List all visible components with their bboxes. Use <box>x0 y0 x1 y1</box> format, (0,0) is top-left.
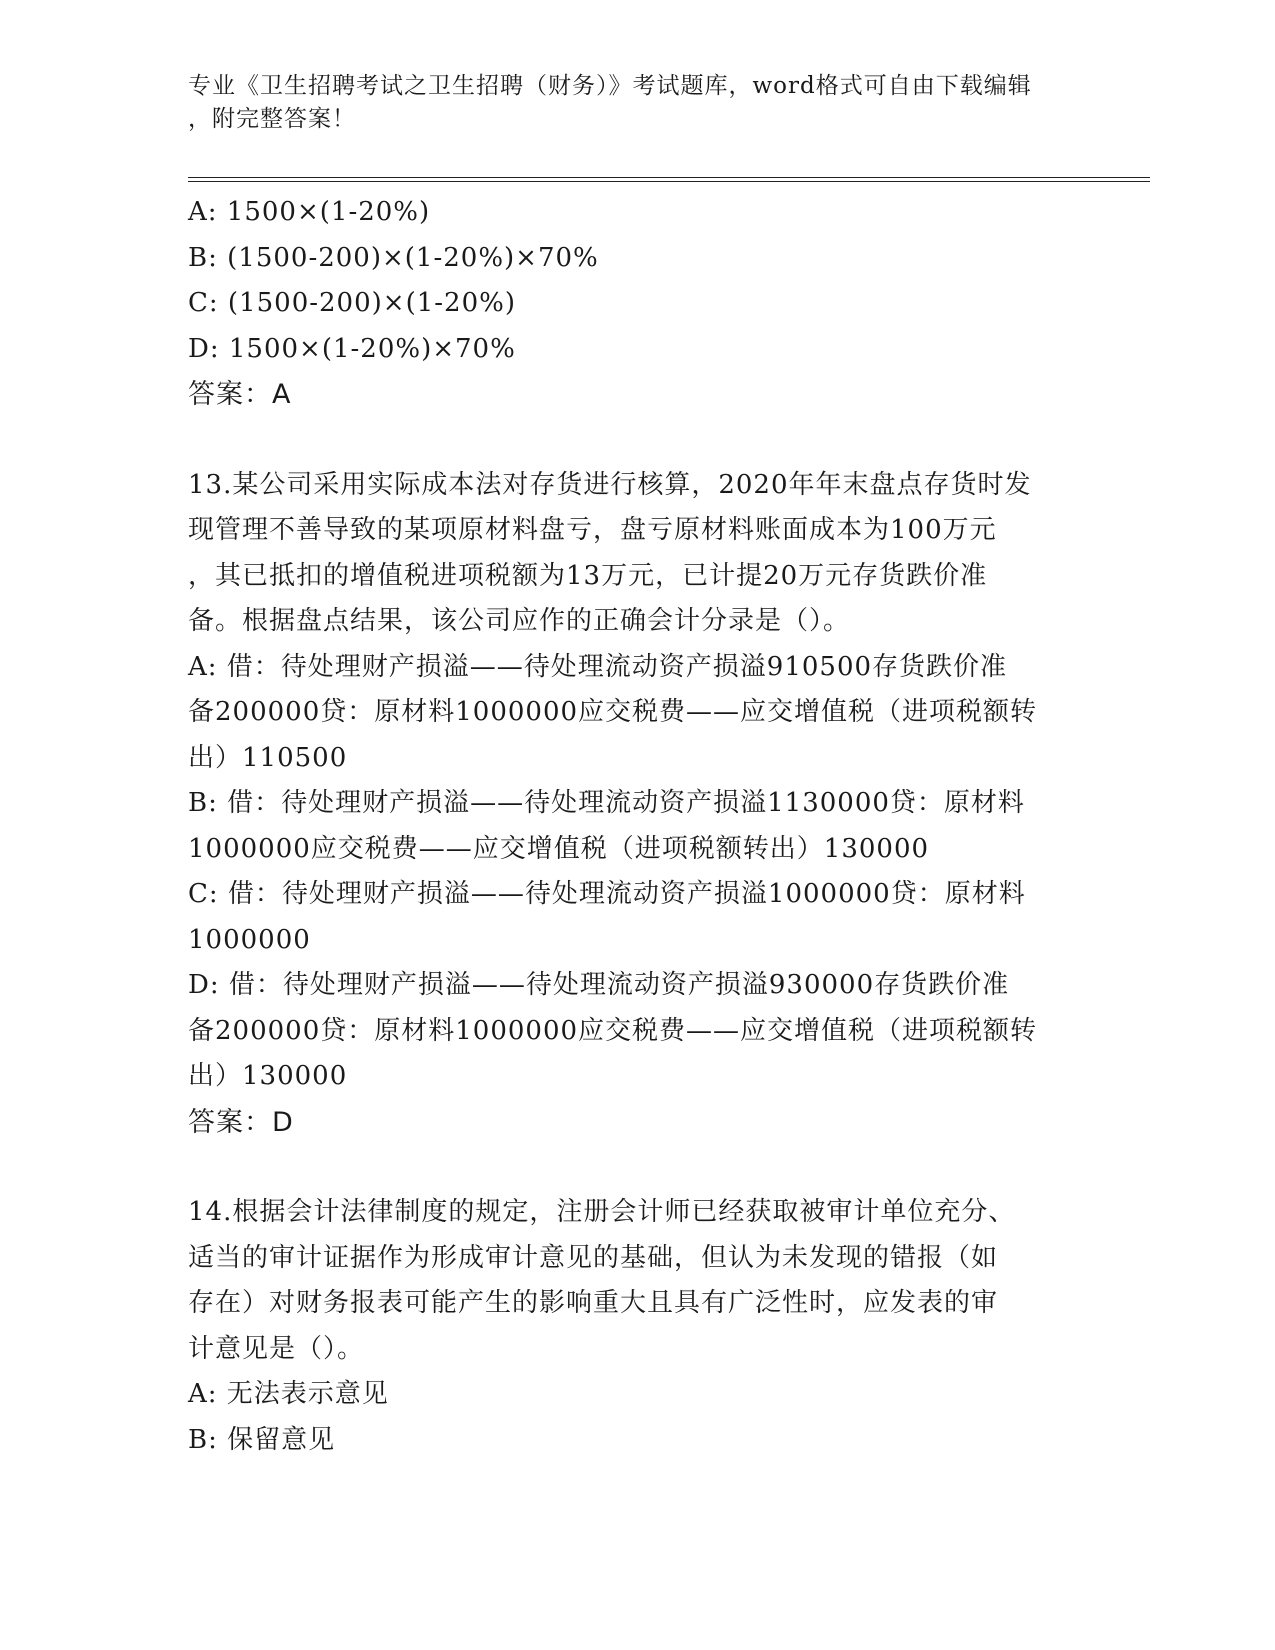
question-13 <box>188 463 1088 1146</box>
q12-option-a: A: 1500×(1-20%) <box>188 197 431 227</box>
q13-stem-line: ，其已抵扣的增值税进项税额为13万元，已计提20万元存货跌价准 <box>188 560 988 591</box>
q13-option-d-line: 出）130000 <box>188 1061 348 1091</box>
q13-option-b-line: 1000000应交税费——应交增值税（进项税额转出）130000 <box>188 833 930 864</box>
q14-option-a: A: 无法表示意见 <box>188 1379 389 1409</box>
q13-option-a-line: A: 借：待处理财产损溢——待处理流动资产损溢910500存货跌价准 <box>188 651 1008 682</box>
q13-option-d-line: D: 借：待处理财产损溢——待处理流动资产损溢930000存货跌价准 <box>188 970 1010 1000</box>
q14-stem-line: 适当的审计证据作为形成审计意见的基础，但认为未发现的错报（如 <box>188 1242 999 1273</box>
spacer <box>188 418 1088 463</box>
q14-stem-line: 存在）对财务报表可能产生的影响重大且具有广泛性时，应发表的审 <box>188 1288 999 1318</box>
q13-option-a-line: 出）110500 <box>188 742 348 773</box>
q13-stem-line: 备。根据盘点结果，该公司应作的正确会计分录是（）。 <box>188 606 851 636</box>
question-14 <box>188 1190 1088 1463</box>
q13-option-c-line: C: 借：待处理财产损溢——待处理流动资产损溢1000000贷：原材料 <box>188 879 1026 909</box>
q13-stem-line: 现管理不善导致的某项原材料盘亏，盘亏原材料账面成本为100万元 <box>188 515 997 545</box>
q14-stem-line: 14.根据会计法律制度的规定，注册会计师已经获取被审计单位充分、 <box>188 1197 1016 1227</box>
q13-option-d-line: 备200000贷：原材料1000000应交税费——应交增值税（进项税额转 <box>188 1015 1038 1046</box>
spacer <box>188 1145 1088 1190</box>
header-title-line-2: ，附完整答案！ <box>188 106 356 132</box>
q12-answer: 答案：A <box>188 379 292 410</box>
q13-answer: 答案：D <box>188 1106 294 1138</box>
q13-stem-line: 13.某公司采用实际成本法对存货进行核算，2020年年末盘点存货时发 <box>188 469 1032 500</box>
q12-option-c: C: (1500-200)×(1-20%) <box>188 288 516 318</box>
q13-option-c-line: 1000000 <box>188 924 311 955</box>
q14-option-b: B: 保留意见 <box>188 1424 336 1455</box>
question-12-options <box>188 190 1088 418</box>
header-divider <box>188 177 1150 182</box>
q13-option-a-line: 备200000贷：原材料1000000应交税费——应交增值税（进项税额转 <box>188 697 1038 727</box>
q12-option-b: B: (1500-200)×(1-20%)×70% <box>188 242 599 273</box>
q13-option-b-line: B: 借：待处理财产损溢——待处理流动资产损溢1130000贷：原材料 <box>188 788 1025 818</box>
q12-option-d: D: 1500×(1-20%)×70% <box>188 333 516 364</box>
document-header <box>188 70 1088 136</box>
header-title-line-1: 专业《卫生招聘考试之卫生招聘（财务）》考试题库，word格式可自由下载编辑 <box>188 73 1032 99</box>
document-body <box>188 190 1088 1463</box>
q14-stem-line: 计意见是（）。 <box>188 1333 365 1364</box>
